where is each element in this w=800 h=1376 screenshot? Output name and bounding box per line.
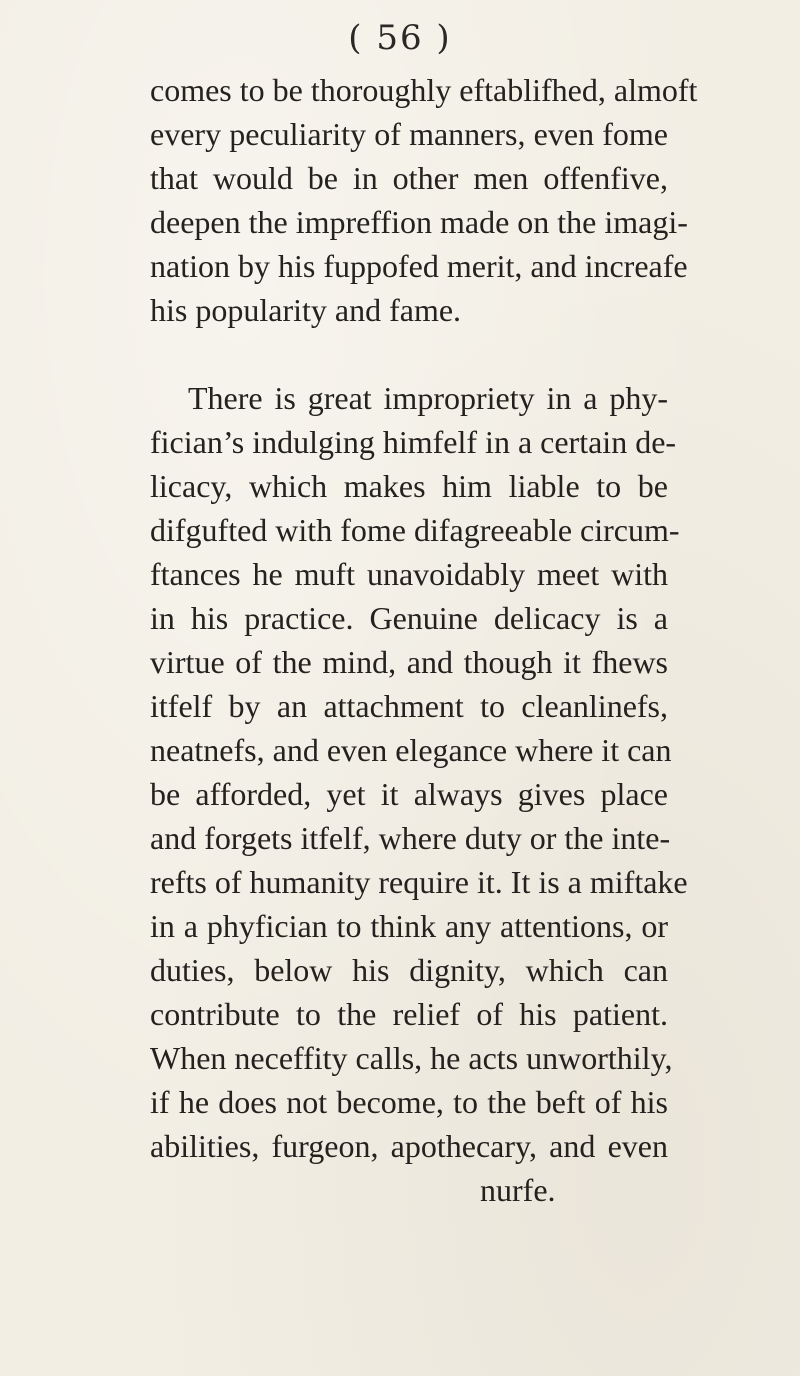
text-line: neatnefs, and even elegance where it can	[150, 732, 672, 768]
text-line: contribute to the relief of his patient.	[150, 996, 668, 1032]
text-line: that would be in other men offenfive,	[150, 160, 668, 196]
text-line: comes to be thoroughly eftablifhed, almoft	[150, 72, 698, 108]
text-line: his popularity and fame.	[150, 292, 462, 328]
text-line: be afforded, yet it always gives place	[150, 776, 668, 812]
text-line: licacy, which makes him liable to be	[150, 468, 668, 504]
text-line: There is great impropriety in a phy-	[188, 380, 668, 416]
text-line: in his practice. Genuine delicacy is a	[150, 600, 668, 636]
page-number: ( 56 )	[348, 18, 452, 58]
text-line: nation by his fuppofed merit, and increafe	[150, 248, 688, 284]
text-line: itfelf by an attachment to cleanlinefs,	[150, 688, 668, 724]
text-line: abilities, furgeon, apothecary, and even	[150, 1128, 668, 1164]
text-line: difgufted with fome difagreeable circum-	[150, 512, 680, 548]
text-line: ftances he muft unavoidably meet with	[150, 556, 668, 592]
text-line: deepen the impreffion made on the imagi-	[150, 204, 688, 240]
text-line: fician’s indulging himfelf in a certain de-	[150, 424, 677, 460]
text-line: When neceffity calls, he acts unworthily,	[150, 1040, 673, 1076]
text-line: if he does not become, to the beft of his	[150, 1084, 668, 1120]
catchword: nurfe.	[480, 1172, 556, 1208]
text-line: duties, below his dignity, which can	[150, 952, 668, 988]
text-line: every peculiarity of manners, even fome	[150, 116, 668, 152]
text-line: virtue of the mind, and though it fhews	[150, 644, 668, 680]
text-line: in a phyfician to think any attentions, or	[150, 908, 668, 944]
text-line: refts of humanity require it. It is a miftake	[150, 864, 688, 900]
text-line: and forgets itfelf, where duty or the inte-	[150, 820, 671, 856]
